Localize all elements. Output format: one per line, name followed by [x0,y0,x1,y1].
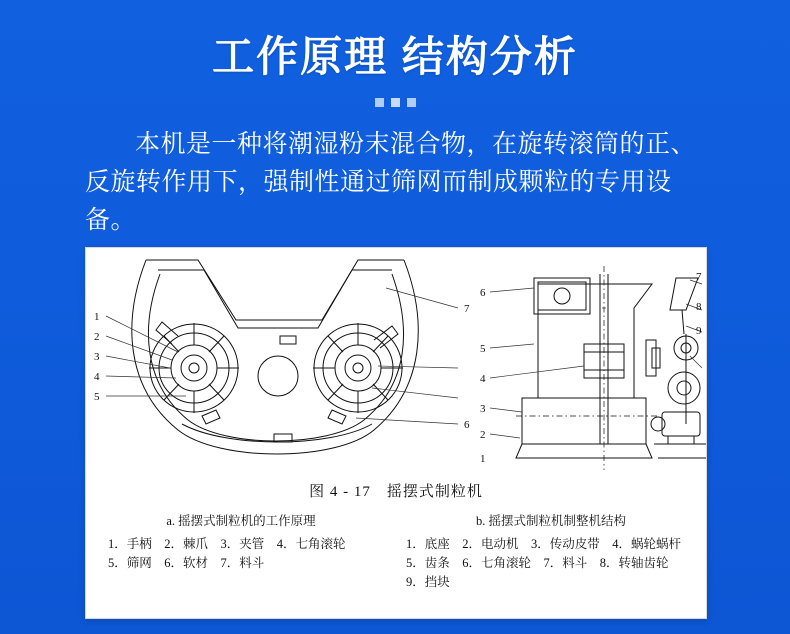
legend-right-row-3: 9．挡块 [406,575,450,589]
legend-right-row-2: 5．齿条 6．七角滚轮 7．料斗 8．转轴齿轮 [406,556,669,570]
legend-left-row-1: 1．手柄 2．棘爪 3．夹管 4．七角滚轮 [108,537,346,551]
separator-dot-1 [375,98,384,107]
callout-right-9: 9 [696,325,702,337]
callout-right-2: 2 [480,429,486,441]
callout-right-1: 1 [480,453,486,465]
callout-right-7: 7 [696,271,702,283]
callout-right-5: 5 [480,343,486,355]
figure-legends [86,535,706,592]
callout-left-7: 7 [464,303,470,315]
dot-separator [0,98,790,107]
callout-right-6: 6 [480,287,486,299]
callout-left-5: 5 [94,391,100,403]
callout-left-1: 1 [94,311,100,323]
callout-left-6: 6 [464,419,470,431]
separator-dot-3 [407,98,416,107]
intro-paragraph: 本机是一种将潮湿粉末混合物，在旋转滚筒的正、反旋转作用下，强制性通过筛网而制成颗粒的专用设备。 [85,130,697,235]
subcaption-a: a. 摇摆式制粒机的工作原理 [166,514,316,528]
callout-left-4: 4 [94,371,100,383]
legend-right [396,535,706,592]
machine-diagram [86,248,706,478]
callout-right-8: 8 [696,301,702,313]
figure-panel [85,247,707,619]
page-title: 工作原理 结构分析 [212,33,578,80]
callout-right-3: 3 [480,403,486,415]
legend-right-row-1: 1．底座 2．电动机 3．传动皮带 4．蜗轮蜗杆 [406,537,682,551]
figure-subcaptions [86,511,706,529]
legend-left-row-2: 5．筛网 6．软材 7．料斗 [108,556,265,570]
callout-left-2: 2 [94,331,100,343]
callout-right-4: 4 [480,373,486,385]
figure-caption: 图 4 - 17 摇摆式制粒机 [309,484,483,500]
legend-left [86,535,396,592]
subcaption-b: b. 摇摆式制粒机制整机结构 [475,514,626,528]
separator-dot-2 [391,98,400,107]
callout-left-3: 3 [94,351,100,363]
